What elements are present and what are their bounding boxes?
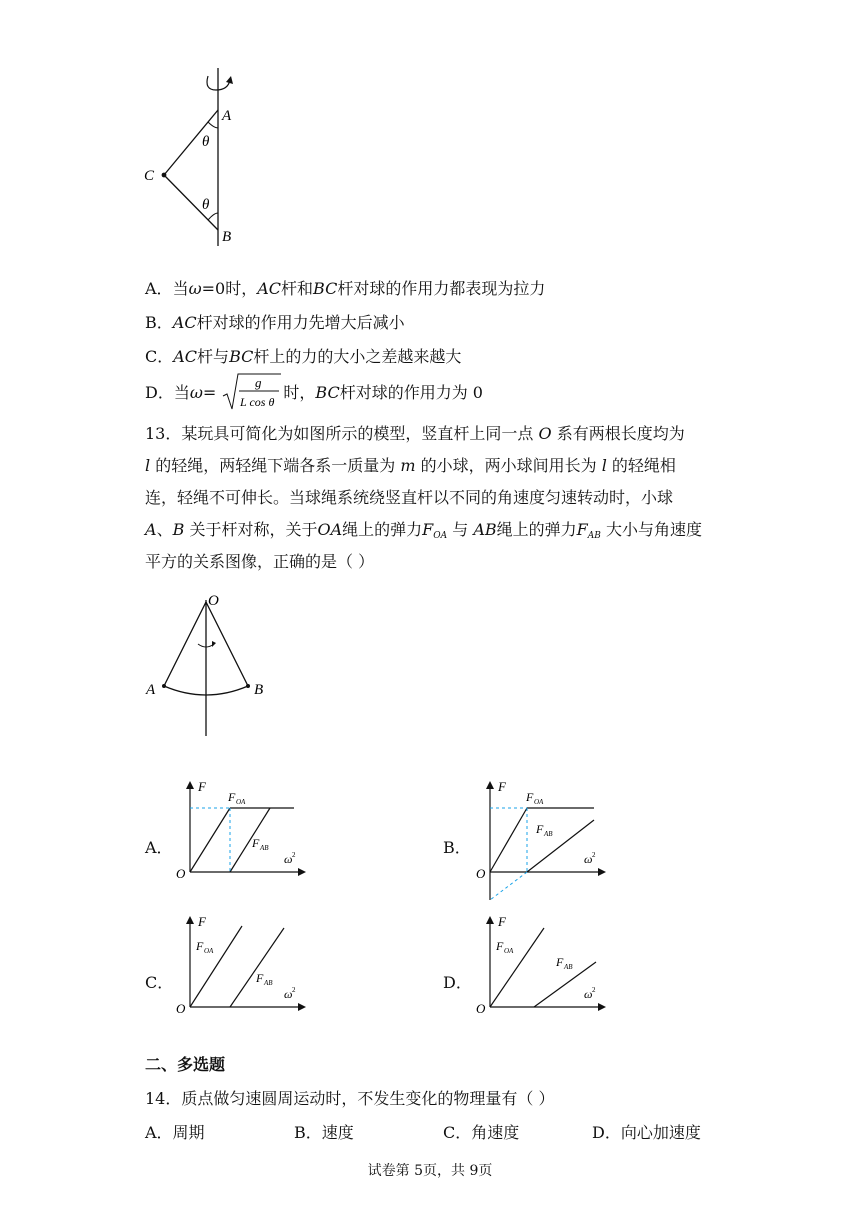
svg-text:F: F (526, 790, 534, 804)
svg-text:AB: AB (564, 963, 573, 971)
graph-c (170, 910, 310, 1020)
theta-label: θ (202, 134, 210, 150)
svg-text:F: F (536, 822, 544, 836)
q13-line-3: 连，轻绳不可伸长。当球绳系统绕竖直杆以不同的角速度匀速转动时，小球 (145, 488, 674, 507)
q12-option-c: C．AC杆与BC杆上的力的大小之差越来越大 (145, 347, 462, 366)
graph-b-option-label: B． (443, 838, 471, 857)
svg-text:ω: ω (584, 852, 593, 866)
svg-text:2: 2 (292, 851, 296, 859)
label-b: B (254, 682, 264, 698)
svg-text:O: O (476, 1001, 486, 1016)
q13-line-2: l 的轻绳，两轻绳下端各系一质量为 m 的小球，两小球间用长为 l 的轻绳相 (145, 456, 676, 475)
svg-text:F: F (196, 939, 204, 953)
svg-text:ω: ω (284, 987, 293, 1001)
svg-text:L cos θ: L cos θ (240, 395, 275, 409)
label-o: O (208, 593, 219, 609)
svg-text:F: F (198, 779, 206, 794)
svg-text:OA: OA (204, 947, 214, 955)
label-a: A (222, 108, 232, 124)
section-heading: 二、多选题 (145, 1055, 226, 1074)
graph-d-option-label: D． (443, 973, 472, 992)
svg-text:2: 2 (292, 986, 296, 994)
svg-text:OA: OA (236, 798, 246, 806)
q14-option-c: C．角速度 (443, 1123, 520, 1142)
svg-text:O: O (476, 866, 486, 881)
q12-option-a: A．当ω=0时，AC杆和BC杆对球的作用力都表现为拉力 (145, 279, 546, 298)
q13-line-4: A、B 关于杆对称，关于OA绳上的弹力$F_{OA}$ 与 AB绳上的弹力$F_{AB}$ 大小与角速度 (145, 520, 703, 541)
graph-c-option-label: C． (145, 973, 174, 992)
svg-text:F: F (198, 914, 206, 929)
sqrt-fraction (221, 372, 283, 412)
page-footer: 试卷第 5页，共 9页 (367, 1163, 493, 1179)
label-b: B (222, 229, 232, 245)
svg-text:AB: AB (544, 830, 553, 838)
svg-text:F: F (252, 836, 260, 850)
svg-text:F: F (256, 971, 264, 985)
q12-option-b: B．AC杆对球的作用力先增大后减小 (145, 313, 405, 332)
q14-option-b: B．速度 (294, 1123, 354, 1142)
q13-line-5: 平方的关系图像，正确的是（ ） (145, 552, 375, 571)
q12-option-d: D．当ω= g L cos θ 时，BC杆对球的作用力为 0 (145, 372, 483, 412)
svg-text:ω: ω (584, 987, 593, 1001)
label-a: A (146, 682, 156, 698)
graph-b (470, 775, 610, 907)
q13-figure (140, 590, 270, 740)
theta-label: θ (202, 197, 210, 213)
label-c: C (144, 168, 155, 184)
svg-text:AB: AB (264, 979, 273, 987)
svg-text:O: O (176, 1001, 186, 1016)
q14-option-d: D．向心加速度 (592, 1123, 701, 1142)
svg-text:2: 2 (592, 986, 596, 994)
q13-line-1: 13．某玩具可简化为如图所示的模型，竖直杆上同一点 O 系有两根长度均为 (145, 424, 685, 443)
graph-a (170, 775, 310, 885)
svg-text:ω: ω (284, 852, 293, 866)
graph-d (470, 910, 610, 1020)
svg-text:2: 2 (592, 851, 596, 859)
svg-text:OA: OA (504, 947, 514, 955)
svg-text:O: O (176, 866, 186, 881)
svg-text:F: F (556, 955, 564, 969)
q12-figure (130, 68, 250, 250)
q14-option-a: A．周期 (145, 1123, 205, 1142)
q14-stem: 14．质点做匀速圆周运动时，不发生变化的物理量有（ ） (145, 1089, 555, 1108)
svg-text:AB: AB (260, 844, 269, 852)
svg-text:F: F (496, 939, 504, 953)
graph-a-option-label: A． (145, 838, 173, 857)
svg-text:F: F (498, 779, 506, 794)
svg-text:F: F (498, 914, 506, 929)
svg-text:OA: OA (534, 798, 544, 806)
svg-text:g: g (255, 375, 262, 390)
svg-text:F: F (228, 790, 236, 804)
